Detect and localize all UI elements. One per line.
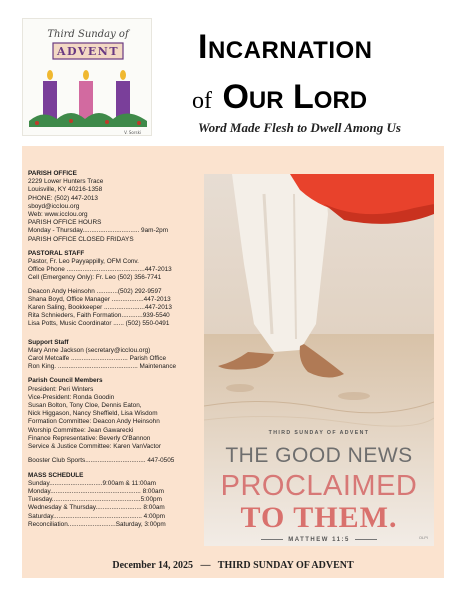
logo-line1: Third Sunday of	[47, 29, 129, 40]
pastoral-staff-heading: PASTORAL STAFF	[28, 249, 85, 257]
title-of: of	[192, 88, 212, 114]
info-line: Wednesday & Thursday.......................... 8:00am	[28, 504, 165, 512]
info-line: Vice-President: Ronda Goodin	[28, 393, 115, 401]
mass-schedule-section	[28, 472, 196, 529]
info-line: Worship Committee: Jean Gawarecki	[28, 426, 134, 434]
support-staff-heading: Support Staff	[28, 338, 69, 346]
info-line: President: Peri Winters	[28, 385, 94, 393]
logo-signature: V. Sorski	[124, 130, 141, 135]
bulletin-occasion: THIRD SUNDAY OF ADVENT	[217, 560, 354, 571]
parish-council-section	[28, 377, 196, 465]
info-line: Mary Anne Jackson (secretary@iccIou.org)	[28, 346, 151, 354]
advent-wreath-icon	[23, 19, 153, 137]
divider	[355, 539, 377, 540]
info-line: Rita Schnieders, Faith Formation............939-5540	[28, 312, 170, 320]
web-link[interactable]: Web: www.iccIou.org	[28, 211, 88, 219]
info-line: Shana Boyd, Office Manager ..................447-2013	[28, 295, 171, 303]
info-line: Cell (Emergency Only): Fr. Leo (502) 356-7741	[28, 274, 162, 282]
bulletin-footer	[22, 553, 444, 578]
info-line: PARISH OFFICE CLOSED FRIDAYS	[28, 235, 134, 243]
info-line: Monday................................................... 8:00am	[28, 487, 164, 495]
feature-kicker: THIRD SUNDAY OF ADVENT	[268, 430, 370, 436]
advent-logo	[22, 18, 152, 136]
info-line: Carol Metcalfe ................................ Parish Office	[28, 355, 167, 363]
image-credit: OLPI	[418, 535, 428, 540]
title-line2	[192, 78, 367, 117]
bulletin-date: December 14, 2025	[112, 560, 193, 571]
info-line: Ron King. ............................................. Maintenance	[28, 363, 177, 371]
info-line: Tuesday..................................................5:00pm	[28, 496, 162, 504]
parish-council-heading: Parish Council Members	[28, 377, 103, 385]
feature-line2: PROCLAIMED	[220, 470, 418, 502]
info-line: Service & Justice Committee: Karen VanVactor	[28, 443, 161, 451]
feature-line1: THE GOOD NEWS	[225, 444, 413, 467]
info-line: Finance Representative: Beverly O'Bannon	[28, 434, 151, 442]
feature-text	[204, 430, 434, 543]
feature-image	[204, 174, 434, 546]
parish-office-heading: PARISH OFFICE	[28, 170, 77, 177]
info-line: Formation Committee: Deacon Andy Heinsohn	[28, 418, 160, 426]
divider	[261, 539, 283, 540]
info-line: Pastor, Fr. Leo Payyappilly, OFM Conv.	[28, 258, 139, 266]
parish-info-column	[28, 170, 196, 535]
masthead-subtitle: Word Made Flesh to Dwell Among Us	[198, 120, 401, 135]
title-our-lord: Our Lord	[222, 78, 368, 116]
info-line: Sunday..............................9:00am & 11:00am	[28, 479, 156, 487]
title-incarnation: Incarnation	[198, 28, 373, 66]
support-staff-section	[28, 339, 196, 372]
email-link[interactable]: sboyd@iccIou.org	[28, 202, 80, 210]
info-line: Karen Saling, Bookkeeper .......................447-2013	[28, 304, 172, 312]
info-line: Monday - Thursday................................ 9am-2pm	[28, 227, 169, 235]
info-line: Nick Higgason, Nancy Sheffield, Lisa Wisdom	[28, 410, 158, 418]
masthead	[170, 28, 460, 138]
info-line: Office Phone ............................................447-2013	[28, 266, 172, 274]
scripture-reference-text: MATTHEW 11:5	[288, 537, 350, 543]
info-line: PHONE: (502) 447-2013	[28, 194, 98, 202]
info-line: Deacon Andy Heinsohn ............(502) 292-9597	[28, 287, 162, 295]
parish-office-section	[28, 170, 196, 244]
info-line: 2229 Lower Hunters Trace	[28, 178, 104, 186]
logo-line2: ADVENT	[56, 45, 120, 58]
bulletin-panel	[22, 146, 444, 578]
info-line: Reconciliation...........................Saturday, 3:00pm	[28, 520, 166, 528]
info-line: Louisville, KY 40216-1358	[28, 186, 103, 194]
info-line: PARISH OFFICE HOURS	[28, 219, 102, 227]
info-line: Saturday.................................................. 4:00pm	[28, 512, 165, 520]
mass-schedule-heading: MASS SCHEDULE	[28, 471, 84, 479]
info-line: Booster Club Sports.................................. 447-0505	[28, 457, 175, 465]
pastoral-staff-section	[28, 250, 196, 329]
feature-line3: TO THEM.	[240, 501, 398, 534]
scripture-reference	[204, 537, 434, 543]
info-line: Susan Bolton, Tony Cloe, Dennis Eaton,	[28, 402, 142, 410]
info-line: Lisa Potts, Music Coordinator ...... (502) 550-0491	[28, 320, 170, 328]
footer-separator: —	[200, 560, 211, 571]
